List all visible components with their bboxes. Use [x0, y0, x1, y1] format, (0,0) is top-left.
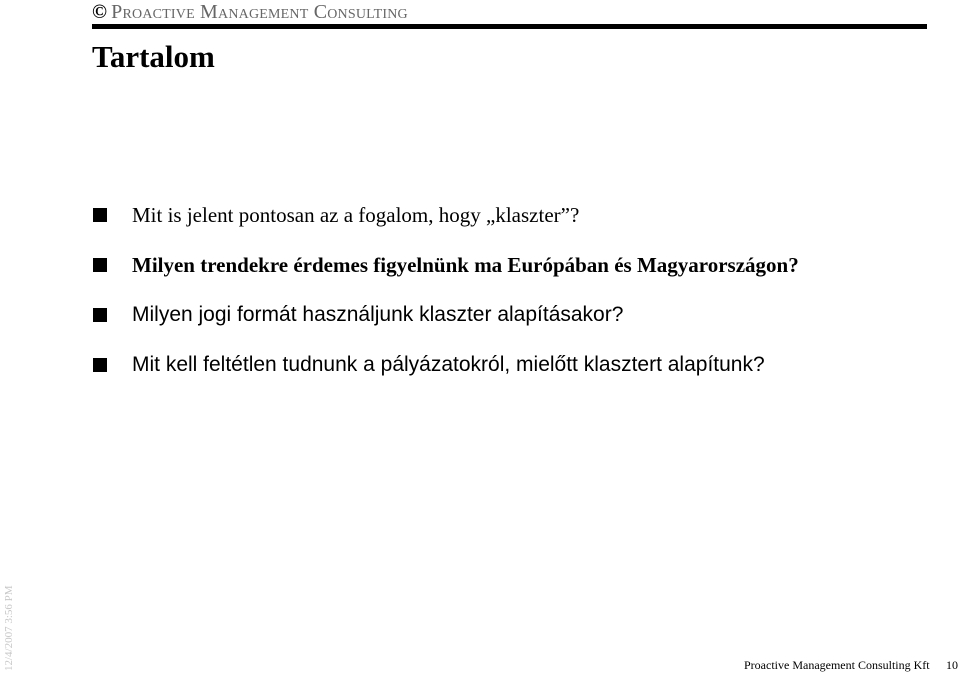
square-bullet-icon — [93, 358, 107, 372]
bullet-text: Milyen jogi formát használjunk klaszter alapításakor? — [132, 303, 624, 326]
bullet-item — [93, 290, 799, 340]
square-bullet-icon — [93, 208, 107, 222]
bullet-text: Mit is jelent pontosan az a fogalom, hogy „klaszter”? — [132, 203, 580, 227]
square-bullet-icon — [93, 258, 107, 272]
footer-timestamp: 12/4/2007 3:56 PM — [3, 585, 15, 671]
header-divider — [92, 24, 927, 29]
bullet-item — [93, 190, 799, 240]
slide-title: Tartalom — [92, 39, 215, 74]
header-branding — [92, 0, 408, 24]
square-bullet-icon — [93, 308, 107, 322]
bullet-list — [93, 190, 799, 390]
bullet-text: Mit kell feltétlen tudnunk a pályázatokról, mielőtt klasztert alapítunk? — [132, 353, 765, 376]
bullet-item — [93, 340, 799, 390]
header-company-name: Proactive Management Consulting — [111, 1, 408, 23]
bullet-item — [93, 240, 799, 290]
footer-company-name: Proactive Management Consulting Kft — [744, 658, 930, 672]
copyright-symbol: © — [92, 1, 108, 23]
bullet-text: Milyen trendekre érdemes figyelnünk ma Európában és Magyarországon? — [132, 253, 799, 277]
page-number: 10 — [946, 658, 958, 672]
